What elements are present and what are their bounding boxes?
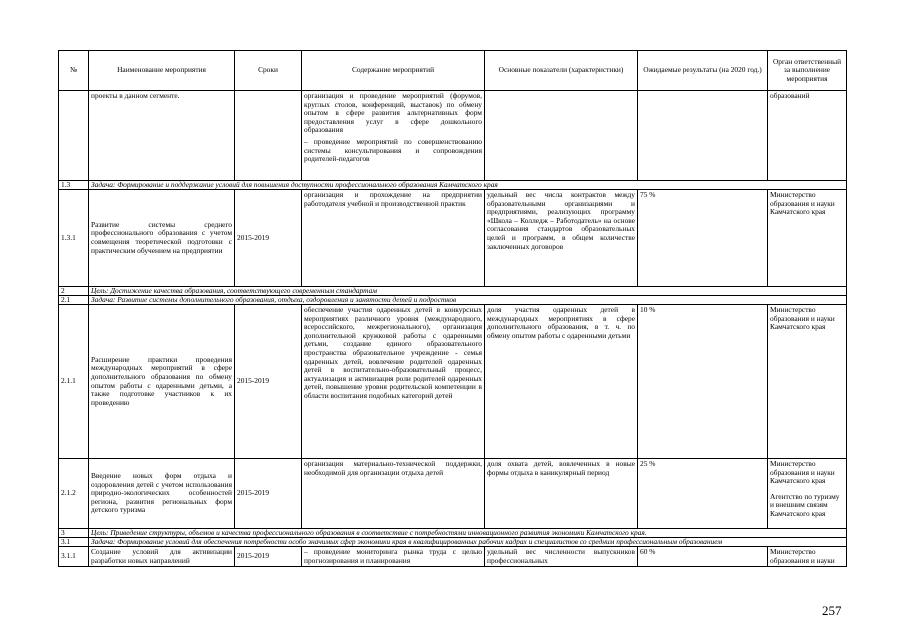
task-text: Задача: Развитие системы дополнительного образования, отдыха, оздоровления и занятости детей и подростков bbox=[89, 296, 847, 305]
cell-content: организация материально-технической поддержки, необходимой для организации отдыха детей bbox=[302, 459, 485, 529]
cell-result: 25 % bbox=[638, 459, 768, 529]
cell-num: 3 bbox=[59, 529, 89, 538]
header-content: Содержание мероприятий bbox=[302, 51, 485, 91]
task-text: Задача: Формирование условий для обеспечения потребности особо значимых сфер экономики края в квалифицированных рабочих кадрах и специалистов со средним профессиональным образованием bbox=[89, 538, 847, 547]
cell-content: организация и прохождение на предприятии работодателя учебной и производственной практик bbox=[302, 190, 485, 287]
cell-name: Введение новых форм отдыха и оздоровления детей с учетом использования природно-экологических особенностей региона, развития региональных форм детского туризма bbox=[89, 459, 235, 529]
header-results: Ожидаемые результаты (на 2020 год.) bbox=[638, 51, 768, 91]
cell-name: Развитие системы среднего профессионального образования с учетом совмещения теоретической подготовки с практическим обучением на предприятии bbox=[89, 190, 235, 287]
cell-term: 2015-2019 bbox=[235, 190, 302, 287]
goal-text: Цель: Достижение качества образования, соответствующего современным стандартам bbox=[89, 287, 847, 296]
task-row bbox=[59, 181, 847, 190]
cell-term: 2015-2019 bbox=[235, 459, 302, 529]
table-header-row bbox=[59, 51, 847, 91]
table-row-continued bbox=[59, 91, 847, 181]
cell-indicators: доля участия одаренных детей в международных мероприятиях в сфере дополнительного образования, в т. ч. по обмену опытом работы с одаренными детьми bbox=[485, 305, 638, 459]
header-num: № bbox=[59, 51, 89, 91]
cell-responsible: Министерство образования и науки Камчатского края bbox=[768, 305, 847, 459]
cell-responsible: образований bbox=[768, 91, 847, 181]
table-row bbox=[59, 459, 847, 529]
cell-result: 60 % bbox=[638, 547, 768, 567]
cell-name: Расширение практики проведения международных мероприятий в сфере дополнительного образования по обмену опытом работы с одаренными детьми, а также подготовке участников к их проведению bbox=[89, 305, 235, 459]
goal-row bbox=[59, 529, 847, 538]
task-text: Задача: Формирование и поддержание условий для повышения доступности профессионального образования Камчатского края bbox=[89, 181, 847, 190]
cell-responsible: Министерство образования и науки bbox=[768, 547, 847, 567]
cell-indicators: удельный вес численности выпускников профессиональных bbox=[485, 547, 638, 567]
cell-indicators: удельный вес числа контрактов между образовательными организациями и предприятиями, реализующих программу «Школа – Колледж – Работодатель» на основе согласования стандартов образовательных целей и программ, в общем количестве заключенных договоров bbox=[485, 190, 638, 287]
cell-num: 2.1.2 bbox=[59, 459, 89, 529]
header-indicators: Основные показатели (характеристики) bbox=[485, 51, 638, 91]
cell-num: 1.3 bbox=[59, 181, 89, 190]
task-row bbox=[59, 296, 847, 305]
page-number: 257 bbox=[822, 603, 842, 618]
cell-name: Создание условий для активизации разработки новых направлений bbox=[89, 547, 235, 567]
cell-content: – проведение мониторинга рынка труда с целью прогнозирования и планирования bbox=[302, 547, 485, 567]
header-responsible: Орган ответственный за выполнение мероприятия bbox=[768, 51, 847, 91]
cell-num: 3.1.1 bbox=[59, 547, 89, 567]
table-row bbox=[59, 547, 847, 567]
header-term: Сроки bbox=[235, 51, 302, 91]
cell-content bbox=[302, 91, 485, 181]
measures-table bbox=[58, 50, 847, 567]
cell-num: 3.1 bbox=[59, 538, 89, 547]
cell-indicators: доля охвата детей, вовлеченных в новые формы отдыха в каникулярный период bbox=[485, 459, 638, 529]
table-row bbox=[59, 305, 847, 459]
header-name: Наименование мероприятия bbox=[89, 51, 235, 91]
responsible-line: Агентство по туризму и внешним связям Камчатского края bbox=[770, 491, 840, 518]
cell-responsible: Министерство образования и науки Камчатского края bbox=[768, 190, 847, 287]
cell-num: 2.1 bbox=[59, 296, 89, 305]
task-row bbox=[59, 538, 847, 547]
cell-content: обеспечение участия одаренных детей в конкурсных мероприятиях различного уровня (международного, всероссийского, межрегионального), организация дополнительной кружковой работы с одаренными детьми, создание единого образовательного пространства образовательное учреждение - семья одаренных детей, вовлечение родителей одаренных детей в воспитательно-образовательный процесс, актуализация и активизация роли родителей одаренных детей, повышение уровня родительской компетенции в области воспитания подобных категорий детей bbox=[302, 305, 485, 459]
cell-responsible bbox=[768, 459, 847, 529]
document-table-container bbox=[58, 50, 847, 567]
cell-num: 2 bbox=[59, 287, 89, 296]
cell-name: проекты в данном сегменте. bbox=[89, 91, 235, 181]
cell-num: 1.3.1 bbox=[59, 190, 89, 287]
table-row bbox=[59, 190, 847, 287]
content-paragraph: – проведение мероприятий по совершенствованию системы консультирования и сопровождения родителей-педагогов bbox=[304, 136, 482, 164]
cell-result: 10 % bbox=[638, 305, 768, 459]
cell-result: 75 % bbox=[638, 190, 768, 287]
cell-term: 2015-2019 bbox=[235, 547, 302, 567]
cell-term: 2015-2019 bbox=[235, 305, 302, 459]
responsible-line: Министерство образования и науки Камчатского края bbox=[770, 459, 835, 486]
content-paragraph: организация и проведение мероприятий (форумов, круглых столов, конференций, выставок) по обмену опытом в сфере развития альтернативных форм предоставления услуг в сфере дошкольного образования bbox=[304, 91, 482, 135]
cell-num: 2.1.1 bbox=[59, 305, 89, 459]
goal-row bbox=[59, 287, 847, 296]
goal-text: Цель: Приведение структуры, объемов и качества профессионального образования в соответствие с потребностями инновационного развития экономики Камчатского края. bbox=[89, 529, 847, 538]
